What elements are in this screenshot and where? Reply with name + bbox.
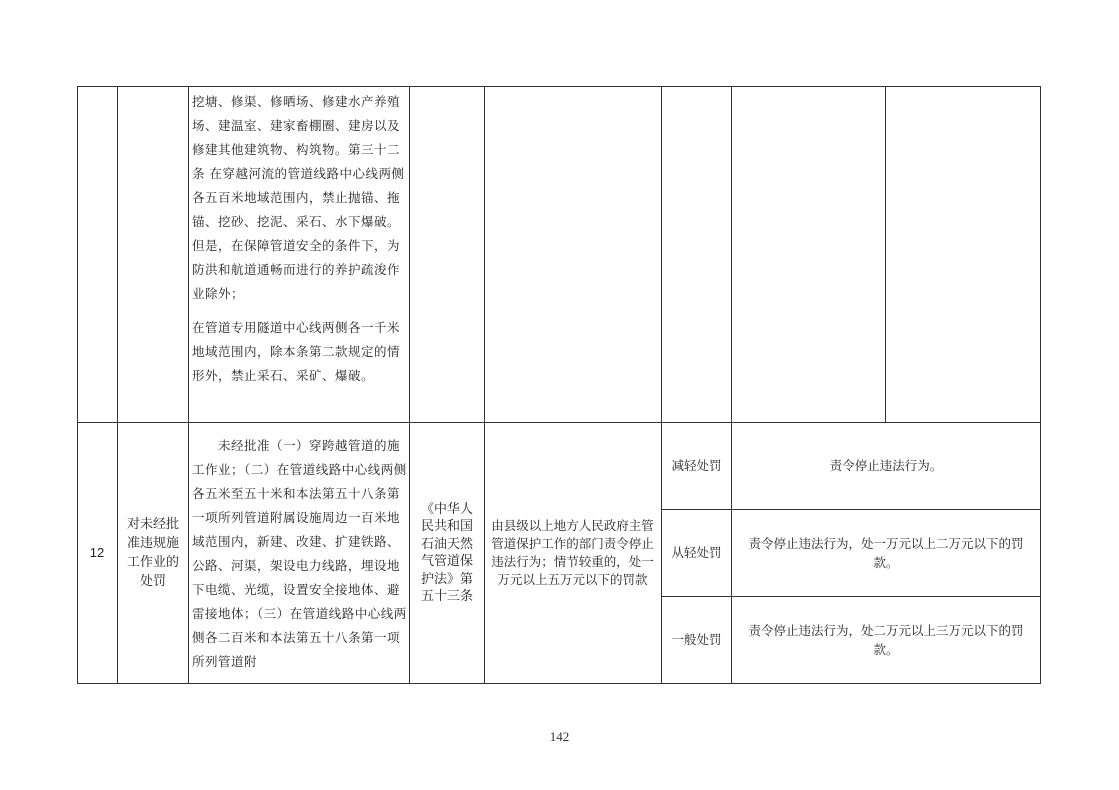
level-standard-general: 责令停止违法行为，处二万元以上三万元以下的罚款。: [748, 623, 1024, 657]
col-divider: [731, 86, 732, 684]
col-divider: [188, 86, 189, 684]
col-divider: [409, 86, 410, 684]
law-reference: 《中华人民共和国石油天然气管道保护法》第五十三条: [420, 501, 473, 604]
level-label-lighter: 从轻处罚: [671, 545, 722, 560]
penalty-clause: 由县级以上地方人民政府主管管道保护工作的部门责令停止违法行为；情节较重的，处一万元以上五万元以下的罚款: [491, 518, 654, 587]
legal-basis-paragraph: 挖塘、修渠、修晒场、修建水产养殖场、建温室、建家畜棚圈、建房以及修建其他建筑物、构筑物。第三十二条 在穿越河流的管道线路中心线两侧各五百米地域范围内，禁止抛锚、拖锚、挖砂、挖泥、采石、水下爆破。但是，在保障管道安全的条件下，为防洪和航道通畅而进行的养护疏浚作业除外；: [192, 94, 405, 301]
level-label-mitigated: 减轻处罚: [671, 458, 722, 473]
table-border-right: [1040, 86, 1041, 684]
legal-basis-paragraph: 在管道专用隧道中心线两侧各一千米地域范围内，除本条第二款规定的情形外，禁止采石、采矿、爆破。: [192, 320, 401, 383]
col-divider: [484, 86, 485, 684]
penalty-table: [77, 86, 1041, 684]
item-name: 对未经批准违规施工作业的处罚: [126, 517, 179, 589]
level-standard-lighter: 责令停止违法行为，处一万元以上二万元以下的罚款。: [748, 536, 1024, 570]
table-border-top: [77, 86, 1041, 87]
col-divider: [117, 86, 118, 684]
page-number: 142: [549, 729, 570, 744]
legal-basis-text: 未经批准（一）穿跨越管道的施工作业；（二）在管道线路中心线两侧各五米至五十米和本法第五十八条第一项所列管道附属设施周边一百米地域范围内，新建、改建、扩建铁路、公路、河渠，架设电力线路，埋设地下电缆、光缆，设置安全接地体、避雷接地体；（三）在管道线路中心线两侧各二百米和本法第五十八条第一项所列管道附: [192, 438, 407, 669]
level-label-general: 一般处罚: [671, 632, 722, 647]
col-divider-upper: [885, 86, 886, 423]
table-border-bottom: [77, 683, 1041, 684]
legal-basis-continued: [192, 90, 408, 388]
level-standard-mitigated: 责令停止违法行为。: [829, 458, 943, 473]
row-number: 12: [89, 545, 105, 560]
